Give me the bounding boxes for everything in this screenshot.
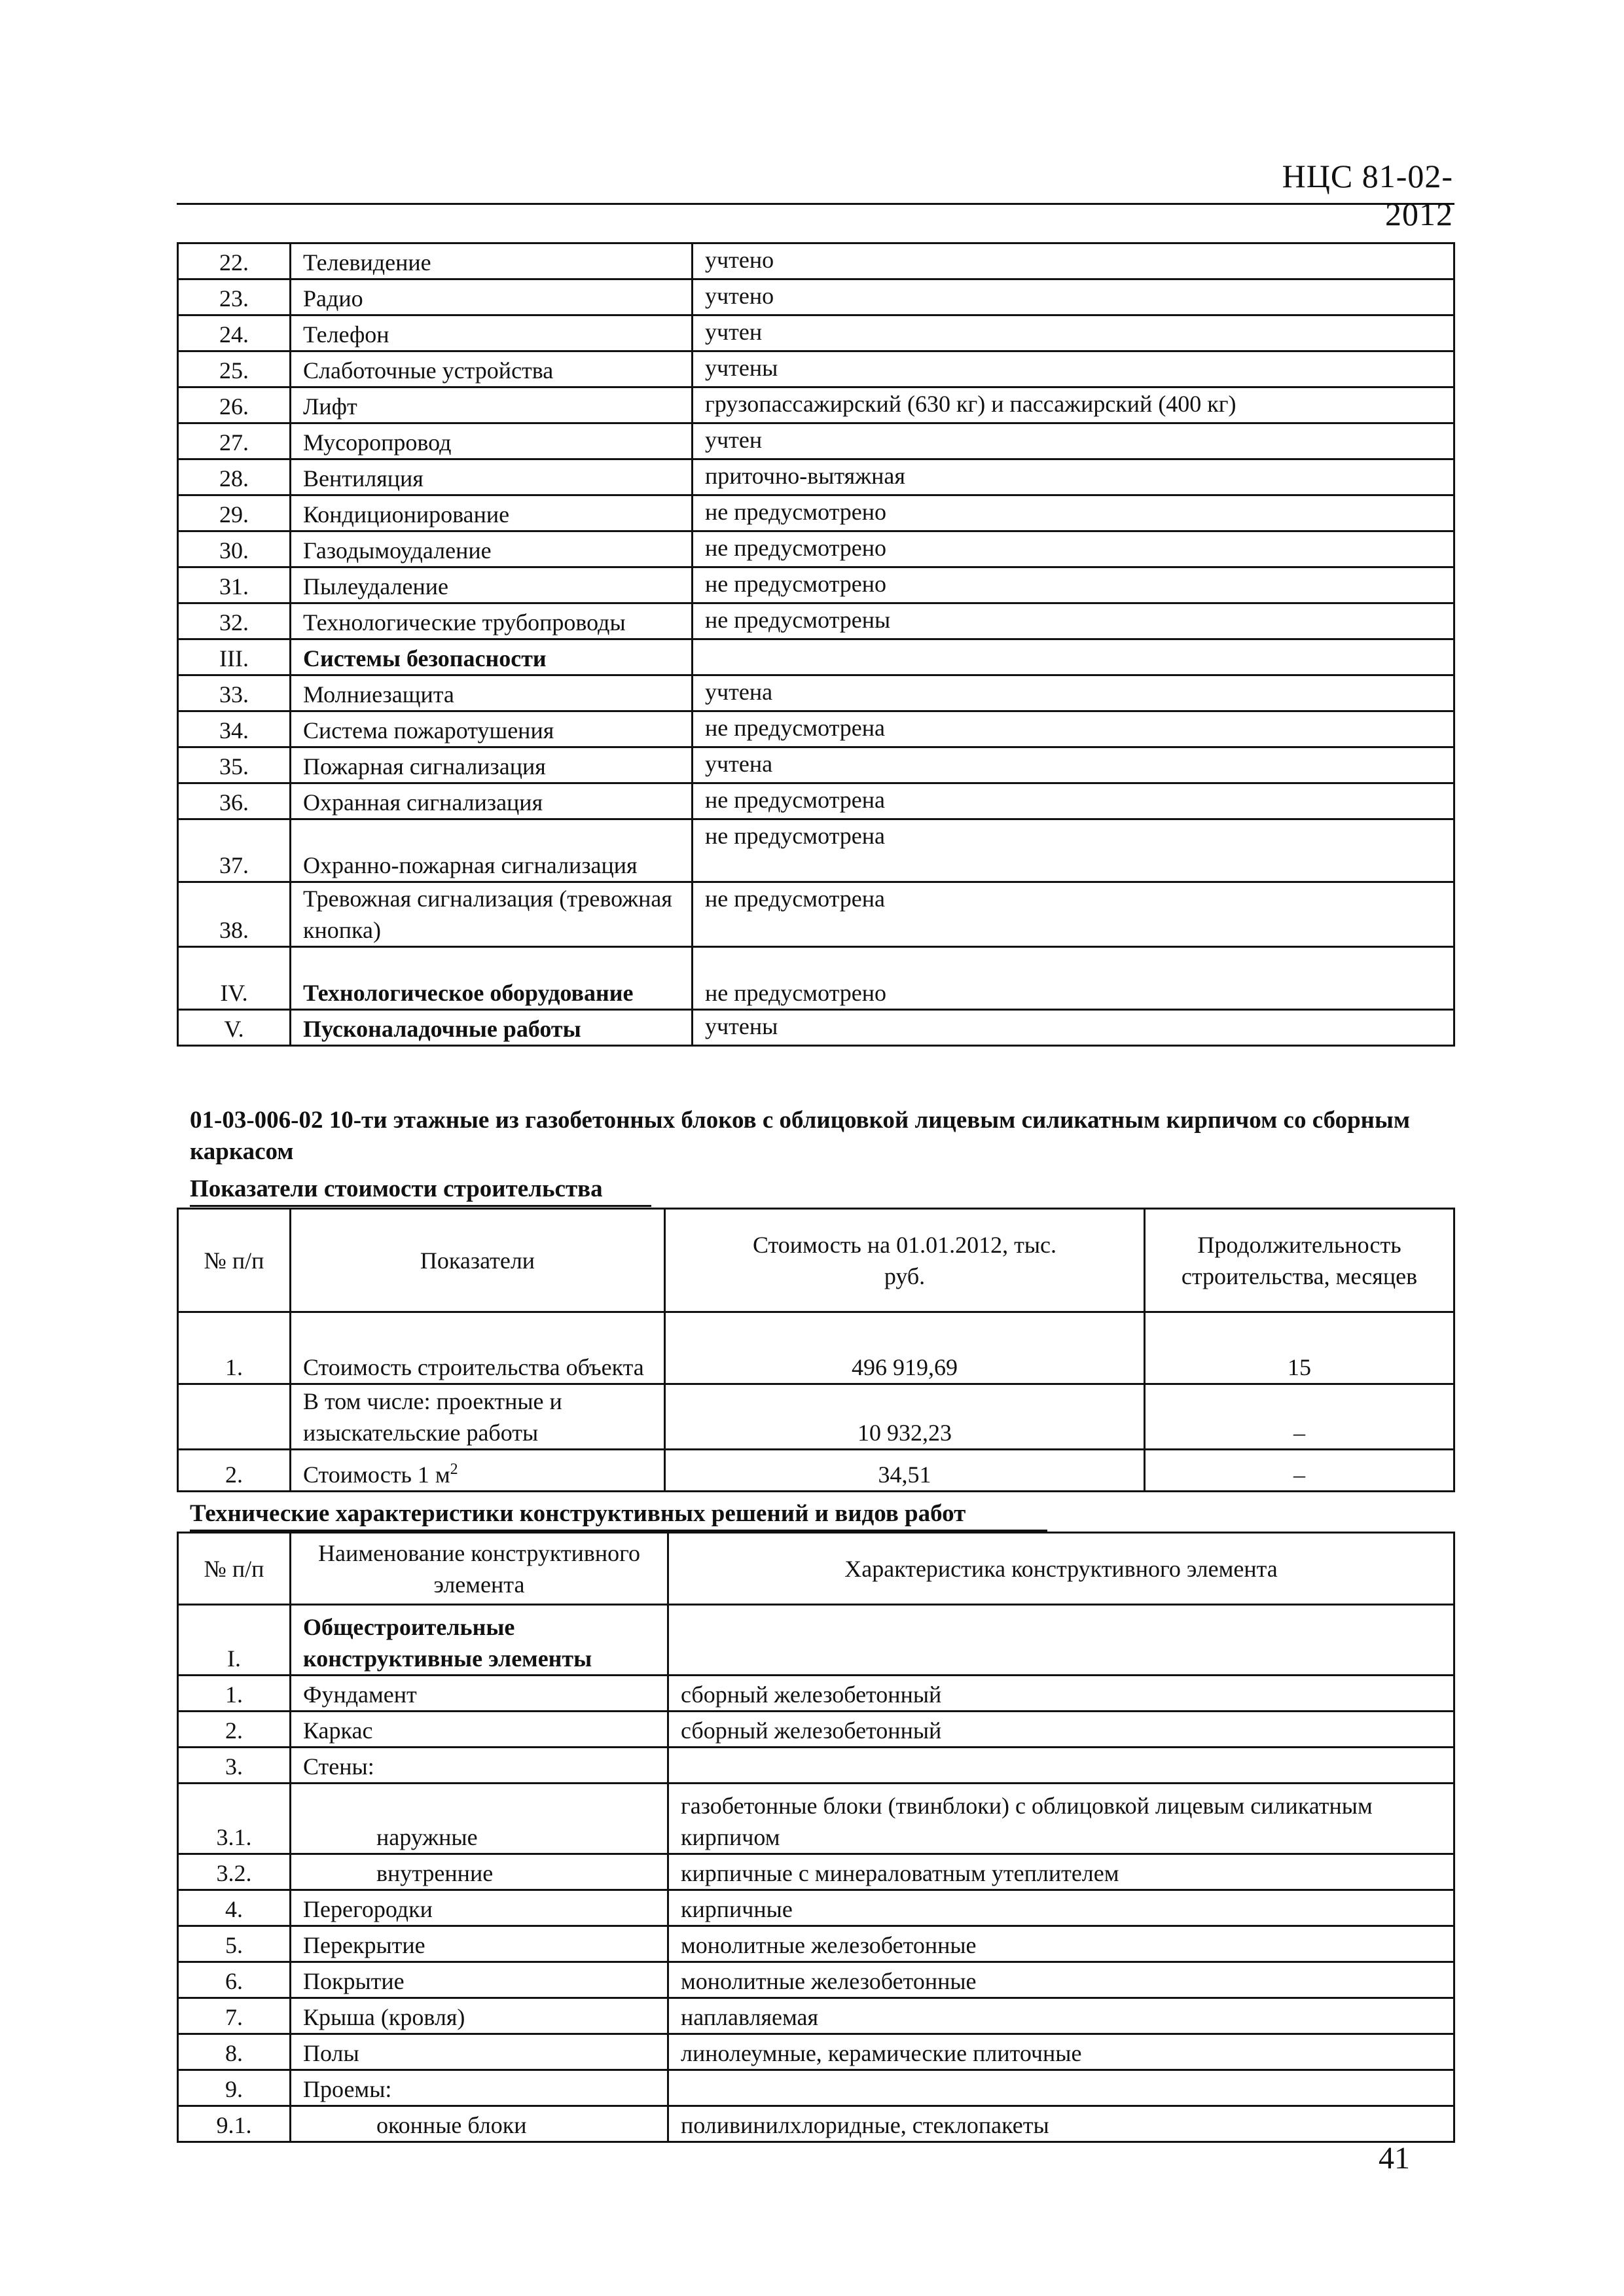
row-duration: – xyxy=(1145,1384,1454,1450)
row-description: монолитные железобетонные xyxy=(668,1962,1454,1998)
row-value: не предусмотрена xyxy=(693,882,1454,947)
row-number: 29. xyxy=(178,495,291,531)
row-value: приточно-вытяжная xyxy=(693,459,1454,495)
table-row xyxy=(178,387,1454,423)
row-name: Газодымоудаление xyxy=(291,531,693,567)
row-number: 24. xyxy=(178,315,291,351)
row-number: 9. xyxy=(178,2070,291,2106)
row-name: Пожарная сигнализация xyxy=(291,747,693,783)
indicators-header-num: № п/п xyxy=(178,1209,291,1312)
row-duration: – xyxy=(1145,1450,1454,1492)
table-row xyxy=(178,1748,1454,1784)
table-row xyxy=(178,531,1454,567)
tech-table-body xyxy=(178,1605,1454,2142)
row-name xyxy=(291,1450,665,1492)
row-value: не предусмотрено xyxy=(693,531,1454,567)
row-value: не предусмотрена xyxy=(693,819,1454,882)
row-number: 25. xyxy=(178,351,291,387)
row-name: В том числе: проектные и изыскательские работы xyxy=(291,1384,665,1450)
table-row xyxy=(178,711,1454,747)
row-name: Стоимость строительства объекта xyxy=(291,1312,665,1384)
table-row xyxy=(178,1450,1454,1492)
row-name: Вентиляция xyxy=(291,459,693,495)
row-number: 1. xyxy=(178,1676,291,1712)
table-row xyxy=(178,639,1454,675)
row-name: Слаботочные устройства xyxy=(291,351,693,387)
row-name: Покрытие xyxy=(291,1962,668,1998)
table-row xyxy=(178,495,1454,531)
row-name: внутренние xyxy=(291,1854,668,1890)
row-number: 7. xyxy=(178,1998,291,2034)
table-row xyxy=(178,783,1454,819)
row-number: 22. xyxy=(178,243,291,279)
row-number: 3. xyxy=(178,1748,291,1784)
row-duration: 15 xyxy=(1145,1312,1454,1384)
tech-table xyxy=(177,1532,1455,2143)
row-value: учтен xyxy=(693,315,1454,351)
table-row xyxy=(178,1712,1454,1748)
row-value: учтено xyxy=(693,243,1454,279)
row-number: 6. xyxy=(178,1962,291,1998)
document-code: НЦС 81-02-2012 xyxy=(1282,158,1453,232)
table-row xyxy=(178,603,1454,639)
row-value: учтена xyxy=(693,747,1454,783)
row-value: учтен xyxy=(693,423,1454,459)
row-number: 27. xyxy=(178,423,291,459)
table-row xyxy=(178,2034,1454,2070)
table-row xyxy=(178,947,1454,1010)
table-row xyxy=(178,1926,1454,1962)
table-row xyxy=(178,423,1454,459)
row-value: учтена xyxy=(693,675,1454,711)
row-name: Телевидение xyxy=(291,243,693,279)
row-name: Крыша (кровля) xyxy=(291,1998,668,2034)
row-description xyxy=(668,2070,1454,2106)
tech-header-desc: Характеристика конструктивного элемента xyxy=(668,1533,1454,1605)
row-name: Технологические трубопроводы xyxy=(291,603,693,639)
row-value: учтены xyxy=(693,351,1454,387)
row-name: Общестроительные конструктивные элементы xyxy=(291,1605,668,1676)
row-value: не предусмотрено xyxy=(693,495,1454,531)
table-row xyxy=(178,1854,1454,1890)
row-number: 32. xyxy=(178,603,291,639)
indicators-table xyxy=(177,1208,1455,1492)
row-number: 38. xyxy=(178,882,291,947)
row-number: 35. xyxy=(178,747,291,783)
row-name: Радио xyxy=(291,279,693,315)
tech-title: Технические характеристики конструктивных решений и видов работ xyxy=(190,1499,1047,1532)
row-number xyxy=(178,1384,291,1450)
row-description: поливинилхлоридные, стеклопакеты xyxy=(668,2106,1454,2142)
row-description: монолитные железобетонные xyxy=(668,1926,1454,1962)
table-row xyxy=(178,1890,1454,1926)
row-number: 33. xyxy=(178,675,291,711)
row-value: грузопассажирский (630 кг) и пассажирский (400 кг) xyxy=(693,387,1454,423)
row-name: Охранно-пожарная сигнализация xyxy=(291,819,693,882)
table-row xyxy=(178,2070,1454,2106)
row-description xyxy=(668,1605,1454,1676)
table-row xyxy=(178,1010,1454,1046)
row-value: учтено xyxy=(693,279,1454,315)
row-name-text: Стоимость 1 м xyxy=(303,1462,450,1488)
row-name: Кондиционирование xyxy=(291,495,693,531)
indicators-title: Показатели стоимости строительства xyxy=(190,1175,651,1207)
row-number: 26. xyxy=(178,387,291,423)
row-cost: 34,51 xyxy=(665,1450,1145,1492)
section-title: 01-03-006-02 10-ти этажные из газобетонных блоков с облицовкой лицевым силикатным кирпичом со сборным каркасом xyxy=(190,1107,1411,1165)
row-value: не предусмотрена xyxy=(693,711,1454,747)
indicators-header-cost: Стоимость на 01.01.2012, тыс. руб. xyxy=(665,1209,1145,1312)
row-number: 4. xyxy=(178,1890,291,1926)
row-description: кирпичные xyxy=(668,1890,1454,1926)
row-number: 1. xyxy=(178,1312,291,1384)
row-number: 37. xyxy=(178,819,291,882)
row-number: 31. xyxy=(178,567,291,603)
row-number: 5. xyxy=(178,1926,291,1962)
row-number: I. xyxy=(178,1605,291,1676)
row-description: сборный железобетонный xyxy=(668,1712,1454,1748)
systems-table-body xyxy=(178,243,1454,1046)
row-number: 2. xyxy=(178,1712,291,1748)
tech-header-name: Наименование конструктивного элемента xyxy=(291,1533,668,1605)
row-number: III. xyxy=(178,639,291,675)
table-row xyxy=(178,351,1454,387)
row-number: 23. xyxy=(178,279,291,315)
row-name: Перекрытие xyxy=(291,1926,668,1962)
row-name: Телефон xyxy=(291,315,693,351)
row-value: не предусмотрены xyxy=(693,603,1454,639)
table-row xyxy=(178,459,1454,495)
row-number: 3.2. xyxy=(178,1854,291,1890)
table-row xyxy=(178,819,1454,882)
row-name: Система пожаротушения xyxy=(291,711,693,747)
row-number: 28. xyxy=(178,459,291,495)
tech-header-num: № п/п xyxy=(178,1533,291,1605)
row-name: Тревожная сигнализация (тревожная кнопка) xyxy=(291,882,693,947)
row-description xyxy=(668,1748,1454,1784)
systems-table xyxy=(177,242,1455,1047)
table-row xyxy=(178,882,1454,947)
table-row xyxy=(178,1676,1454,1712)
table-row xyxy=(178,315,1454,351)
page-number: 41 xyxy=(1379,2141,1410,2176)
row-description: газобетонные блоки (твинблоки) с облицовкой лицевым силикатным кирпичом xyxy=(668,1784,1454,1854)
row-description: кирпичные с минераловатным утеплителем xyxy=(668,1854,1454,1890)
table-row xyxy=(178,1312,1454,1384)
table-row xyxy=(178,1998,1454,2034)
row-number: V. xyxy=(178,1010,291,1046)
row-value xyxy=(693,639,1454,675)
row-name: Технологическое оборудование xyxy=(291,947,693,1010)
row-value: учтены xyxy=(693,1010,1454,1046)
table-row xyxy=(178,1384,1454,1450)
row-cost: 496 919,69 xyxy=(665,1312,1145,1384)
table-row xyxy=(178,1962,1454,1998)
table-row xyxy=(178,2106,1454,2142)
row-value: не предусмотрено xyxy=(693,567,1454,603)
table-row xyxy=(178,1784,1454,1854)
row-number: 36. xyxy=(178,783,291,819)
row-name: Стены: xyxy=(291,1748,668,1784)
row-name: Мусоропровод xyxy=(291,423,693,459)
row-name: Пылеудаление xyxy=(291,567,693,603)
table-row xyxy=(178,567,1454,603)
table-row xyxy=(178,675,1454,711)
row-description: сборный железобетонный xyxy=(668,1676,1454,1712)
unit-superscript: 2 xyxy=(450,1461,458,1478)
row-number: IV. xyxy=(178,947,291,1010)
row-name: Перегородки xyxy=(291,1890,668,1926)
row-number: 2. xyxy=(178,1450,291,1492)
row-name: Лифт xyxy=(291,387,693,423)
row-name: оконные блоки xyxy=(291,2106,668,2142)
row-name: Охранная сигнализация xyxy=(291,783,693,819)
row-name: Полы xyxy=(291,2034,668,2070)
row-name: Каркас xyxy=(291,1712,668,1748)
indicators-table-body xyxy=(178,1312,1454,1492)
indicators-header-duration: Продолжительность строительства, месяцев xyxy=(1145,1209,1454,1312)
row-name: Фундамент xyxy=(291,1676,668,1712)
table-row xyxy=(178,279,1454,315)
row-name: Молниезащита xyxy=(291,675,693,711)
row-value: не предусмотрено xyxy=(693,947,1454,1010)
row-name: наружные xyxy=(291,1784,668,1854)
row-number: 34. xyxy=(178,711,291,747)
row-number: 30. xyxy=(178,531,291,567)
table-row xyxy=(178,1605,1454,1676)
table-row xyxy=(178,747,1454,783)
row-cost: 10 932,23 xyxy=(665,1384,1145,1450)
row-number: 3.1. xyxy=(178,1784,291,1854)
row-name: Пусконаладочные работы xyxy=(291,1010,693,1046)
row-number: 9.1. xyxy=(178,2106,291,2142)
table-row xyxy=(178,243,1454,279)
row-description: наплавляемая xyxy=(668,1998,1454,2034)
row-value: не предусмотрена xyxy=(693,783,1454,819)
indicators-header-name: Показатели xyxy=(291,1209,665,1312)
row-description: линолеумные, керамические плиточные xyxy=(668,2034,1454,2070)
row-name: Системы безопасности xyxy=(291,639,693,675)
row-number: 8. xyxy=(178,2034,291,2070)
row-name: Проемы: xyxy=(291,2070,668,2106)
header-rule xyxy=(177,203,1454,205)
